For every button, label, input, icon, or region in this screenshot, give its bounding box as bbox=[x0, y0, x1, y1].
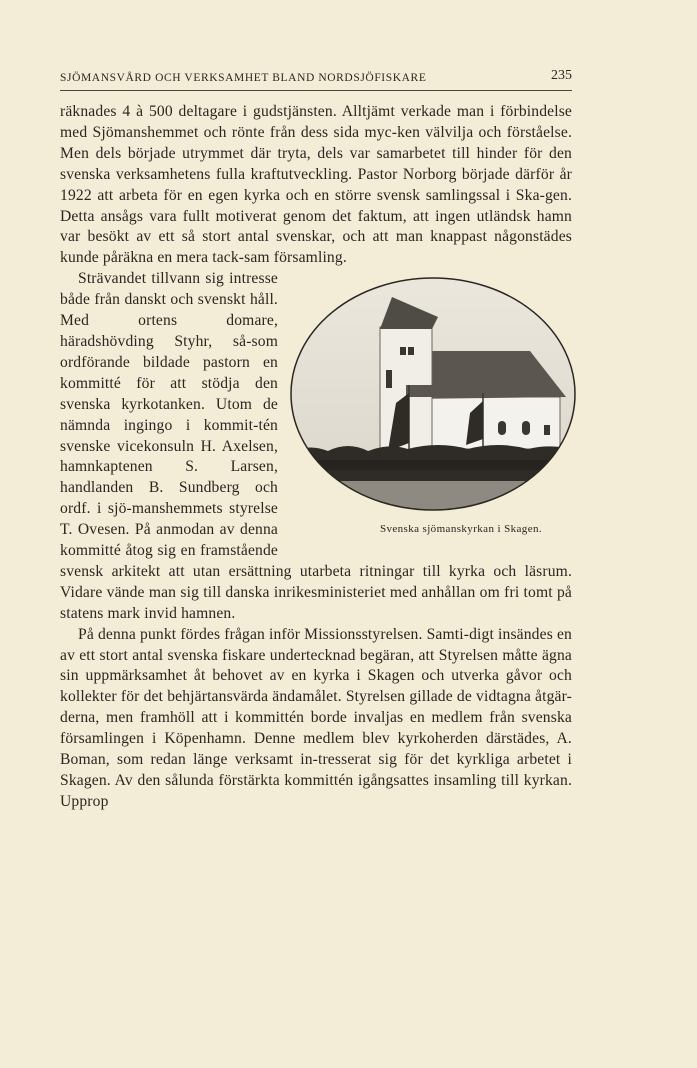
church-photo-figure bbox=[282, 275, 582, 537]
running-title: SJÖMANSVÅRD OCH VERKSAMHET BLAND NORDSJÖFISKARE bbox=[60, 72, 427, 84]
paragraph-1: räknades 4 à 500 deltagare i gudstjänsten. Alltjämt verkade man i förbindelse med Sjömanshemmet och rönte från dess sida myc-ken välvilja och förståelse. Men dels började utrymmet där tryta, dels var samarbetet till hinder för den svenska verksamhetens fulla kraftutveckling. Pastor Norborg började därför år 1922 att arbeta för en egen kyrka och en större svensk samlingssal i Ska-gen. Detta ansågs vara fullt motiverat genom det faktum, att ingen utländsk hamn var besökt av ett så stort antal svenskar, och att man knappast någonstädes kunde påräkna en mera tack-sam församling. bbox=[60, 103, 572, 267]
running-header bbox=[60, 68, 572, 91]
paragraph-2 bbox=[60, 269, 572, 624]
paragraph-3: På denna punkt fördes frågan inför Missionsstyrelsen. Samti-digt insändes en av ett stort antal svenska fiskare undertecknad begäran, att Styrelsen måtte ägna sin uppmärksamhet åt behovet av en kyrka i Skagen och utverka gåvor och kollekter för det behjärtansvärda ändamålet. Styrelsen gillade de vidtagna åtgär-derna, men framhöll att i kommittén borde invaljas en medlem från svenska församlingen i Köpenhamn. Denne medlem blev kyrkoherden därstädes, A. Boman, som redan länge verksamt in-tresserat sig för det kyrkliga arbetet i Skagen. Av den sålunda förstärkta kommittén igångsattes insamling till kyrkan. Upprop bbox=[60, 625, 572, 810]
paragraph-2-text: Strävandet tillvann sig intresse både från danskt och svenskt håll. Med ortens domare, häradshövding Styhr, så-som ordförande bildade pastorn en kommitté för att stödja den svenska kyrkotanken. Utom de nämnda ingingo i kommit-tén svenske vicekonsuln H. Axelsen, hamnkaptenen S. Larsen, handlanden B. Sundberg och ordf. i sjö-manshemmets styrelse T. Ovesen. På anmodan av denna kommitté åtog sig en framstående svensk arkitekt att utan ersättning utarbeta ritningar till kyrka och läsrum. Vidare vände man sig till danska inrikesministeriet med anhållan om fri tomt på statens mark invid hamnen. bbox=[60, 270, 572, 622]
page-number: 235 bbox=[551, 68, 572, 83]
church-photo bbox=[288, 275, 578, 519]
body-text bbox=[60, 102, 572, 813]
figure-caption: Svenska sjömanskyrkan i Skagen. bbox=[379, 523, 543, 536]
